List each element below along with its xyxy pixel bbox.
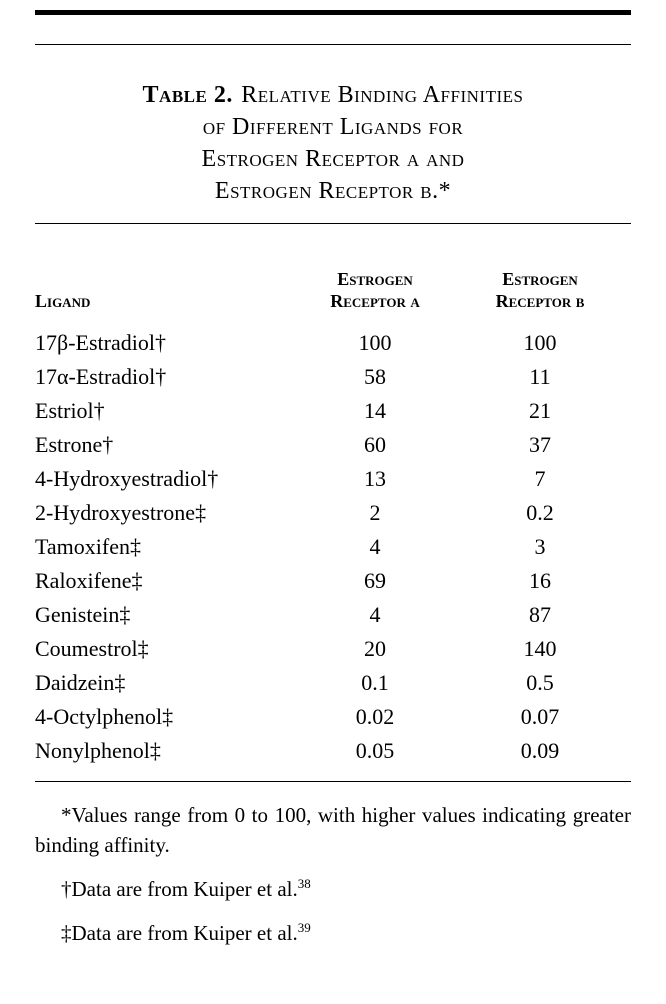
footnote-asterisk-text: *Values range from 0 to 100, with higher values indicating greater binding affinity. bbox=[35, 803, 631, 857]
beta-value-cell: 37 bbox=[529, 432, 551, 457]
alpha-value-cell: 69 bbox=[364, 568, 386, 593]
title-line-1 bbox=[35, 79, 631, 111]
beta-value-cell: 16 bbox=[529, 568, 551, 593]
table-row bbox=[35, 496, 631, 530]
top-thick-rule bbox=[35, 10, 631, 15]
alpha-value-cell: 20 bbox=[364, 636, 386, 661]
ligand-cell: Coumestrol‡ bbox=[35, 636, 149, 661]
footnote-asterisk bbox=[35, 800, 631, 860]
table-row bbox=[35, 598, 631, 632]
table-row bbox=[35, 734, 631, 768]
top-thin-rule bbox=[35, 44, 631, 45]
title-line-4: Estrogen Receptor β.* bbox=[214, 178, 452, 204]
table-number-label: Table 2. bbox=[142, 82, 233, 108]
beta-value-cell: 87 bbox=[529, 602, 551, 627]
alpha-header-line-1: Estrogen bbox=[337, 269, 413, 289]
title-line-2: of Different Ligands for bbox=[202, 114, 464, 140]
table-body bbox=[35, 326, 631, 768]
table-row bbox=[35, 700, 631, 734]
ligand-cell: Tamoxifen‡ bbox=[35, 534, 141, 559]
ligand-cell: 4-Hydroxyestradiol† bbox=[35, 466, 219, 491]
table-row bbox=[35, 666, 631, 700]
table-row bbox=[35, 394, 631, 428]
beta-value-cell: 100 bbox=[523, 330, 557, 355]
table-row bbox=[35, 564, 631, 598]
footnote-double-dagger bbox=[35, 918, 631, 948]
alpha-value-cell: 60 bbox=[364, 432, 386, 457]
beta-value-cell: 0.5 bbox=[526, 670, 554, 695]
ligand-cell: Daidzein‡ bbox=[35, 670, 126, 695]
alpha-value-cell: 58 bbox=[364, 364, 386, 389]
footnote-dagger-text: †Data are from Kuiper et al. bbox=[61, 877, 298, 901]
ligand-cell: 17β-Estradiol† bbox=[35, 330, 166, 355]
beta-value-cell: 0.09 bbox=[520, 738, 560, 763]
table-row bbox=[35, 632, 631, 666]
ligand-cell: Estriol† bbox=[35, 398, 105, 423]
table-column-headers bbox=[35, 268, 631, 312]
alpha-header-line-2: Receptor α bbox=[330, 291, 420, 311]
alpha-value-cell: 14 bbox=[364, 398, 386, 423]
table-row bbox=[35, 428, 631, 462]
footnote-dagger bbox=[35, 874, 631, 904]
beta-column-header bbox=[465, 268, 615, 312]
alpha-column-header bbox=[285, 268, 465, 312]
beta-value-cell: 21 bbox=[529, 398, 551, 423]
beta-value-cell: 0.2 bbox=[526, 500, 554, 525]
beta-value-cell: 140 bbox=[523, 636, 557, 661]
alpha-value-cell: 0.02 bbox=[355, 704, 395, 729]
title-line-3: Estrogen Receptor α and bbox=[201, 146, 465, 172]
footnotes-section bbox=[35, 800, 631, 948]
beta-value-cell: 0.07 bbox=[520, 704, 560, 729]
alpha-value-cell: 4 bbox=[369, 534, 381, 559]
table-row bbox=[35, 462, 631, 496]
ligand-cell: Genistein‡ bbox=[35, 602, 131, 627]
beta-value-cell: 3 bbox=[534, 534, 546, 559]
title-line-1-text: Relative Binding Affinities bbox=[241, 82, 524, 108]
footnote-double-dagger-citation: 39 bbox=[297, 920, 311, 935]
beta-value-cell: 7 bbox=[534, 466, 546, 491]
alpha-value-cell: 2 bbox=[369, 500, 381, 525]
alpha-value-cell: 4 bbox=[369, 602, 381, 627]
ligand-cell: Nonylphenol‡ bbox=[35, 738, 161, 763]
ligand-cell: 4-Octylphenol‡ bbox=[35, 704, 174, 729]
alpha-value-cell: 0.1 bbox=[361, 670, 389, 695]
table-title bbox=[35, 79, 631, 207]
alpha-value-cell: 0.05 bbox=[355, 738, 395, 763]
alpha-value-cell: 100 bbox=[358, 330, 392, 355]
beta-header-line-1: Estrogen bbox=[502, 269, 578, 289]
beta-header-line-2: Receptor β bbox=[495, 291, 585, 311]
table-row bbox=[35, 360, 631, 394]
bottom-rule bbox=[35, 781, 631, 782]
ligand-cell: Estrone† bbox=[35, 432, 114, 457]
rule-under-title bbox=[35, 223, 631, 224]
ligand-cell: 17α-Estradiol† bbox=[35, 364, 167, 389]
ligand-column-header: Ligand bbox=[35, 291, 91, 311]
alpha-value-cell: 13 bbox=[364, 466, 386, 491]
beta-value-cell: 11 bbox=[529, 364, 551, 389]
ligand-cell: Raloxifene‡ bbox=[35, 568, 143, 593]
table-row bbox=[35, 530, 631, 564]
table-row bbox=[35, 326, 631, 360]
ligand-cell: 2-Hydroxyestrone‡ bbox=[35, 500, 207, 525]
footnote-double-dagger-text: ‡Data are from Kuiper et al. bbox=[61, 921, 298, 945]
footnote-dagger-citation: 38 bbox=[297, 876, 311, 891]
